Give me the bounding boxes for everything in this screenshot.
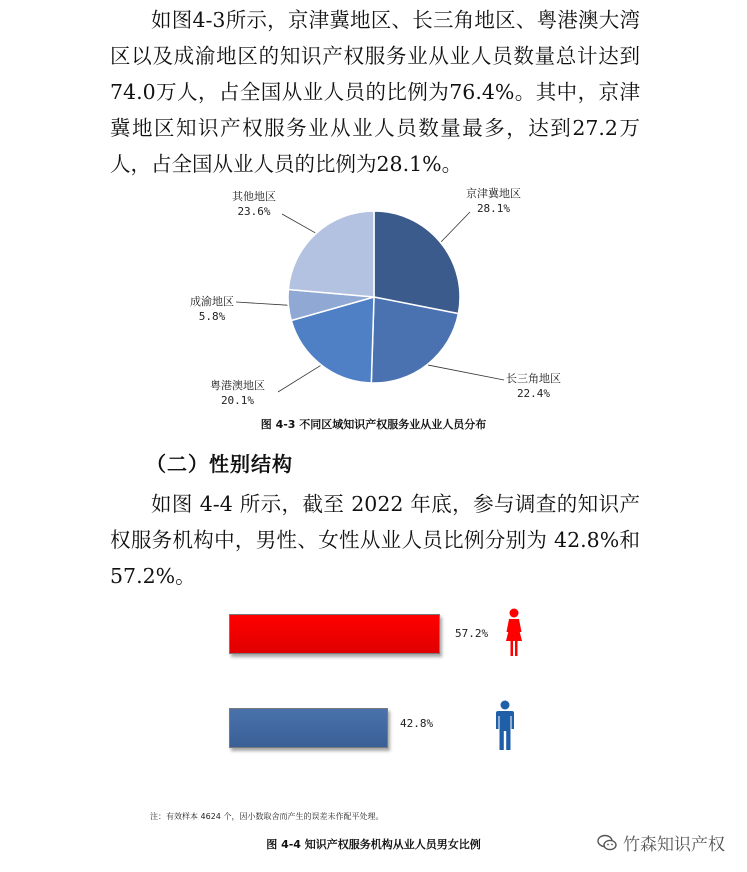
leader-chengyu (236, 302, 287, 305)
pie-label-jingjinji (466, 186, 521, 216)
pie-chart-svg (0, 0, 747, 420)
figure-caption-4-3: 图 4-3 不同区域知识产权服务业从业人员分布 (260, 418, 487, 431)
female-icon (501, 608, 527, 658)
pie-label-yuegangao-value: 20.1% (220, 394, 255, 407)
bar-male-value: 42.8% (400, 717, 434, 730)
wechat-icon (597, 834, 617, 852)
pie-label-chengyu (190, 294, 234, 324)
footnote: 注：有效样本 4624 个，因小数取舍而产生的误差未作配平处理。 (150, 812, 384, 821)
section-heading: （二）性别结构 (146, 452, 293, 476)
pie-label-qita (232, 189, 276, 219)
pie-label-changsanjiao-name: 长三角地区 (506, 372, 561, 385)
bar-female (229, 614, 440, 654)
bar-female-value: 57.2% (455, 627, 489, 640)
leader-jingjinji (441, 212, 470, 242)
pie-label-chengyu-name: 成渝地区 (190, 295, 234, 308)
male-icon (492, 700, 518, 752)
bar-male (229, 708, 388, 748)
watermark (597, 830, 725, 855)
paragraph-region-summary: 如图4-3所示，京津冀地区、长三角地区、粤港澳大湾区以及成渝地区的知识产权服务业从业人员数量总计达到74.0万人，占全国从业人员的比例为76.4%。其中，京津冀地区知识产权服务业从业人员数量最多，达到27.2万人，占全国从业人员的比例为28.1%。 (110, 8, 640, 176)
leader-changsanjiao (428, 365, 504, 380)
pie-label-jingjinji-name: 京津冀地区 (466, 187, 521, 200)
pie-label-changsanjiao (506, 371, 561, 401)
paragraph-gender-summary: 如图 4-4 所示，截至 2022 年底，参与调查的知识产权服务机构中，男性、女性从业人员比例分别为 42.8%和 57.2%。 (110, 492, 640, 588)
pie-label-jingjinji-value: 28.1% (476, 202, 511, 215)
pie-label-qita-value: 23.6% (237, 205, 271, 218)
pie-label-qita-name: 其他地区 (232, 190, 276, 203)
leader-yuegangao (278, 366, 320, 392)
pie-slice-qita (288, 211, 374, 297)
pie-label-yuegangao-name: 粤港澳地区 (210, 379, 265, 392)
pie-label-chengyu-value: 5.8% (198, 310, 226, 323)
leader-qita (282, 214, 315, 233)
pie-label-changsanjiao-value: 22.4% (516, 387, 551, 400)
pie-slice-jingjinji (374, 211, 460, 314)
pie-chart (0, 0, 747, 420)
watermark-text: 竹森知识产权 (623, 835, 725, 855)
pie-label-yuegangao (210, 378, 265, 408)
figure-caption-4-4: 图 4-4 知识产权服务机构从业人员男女比例 (266, 838, 481, 851)
